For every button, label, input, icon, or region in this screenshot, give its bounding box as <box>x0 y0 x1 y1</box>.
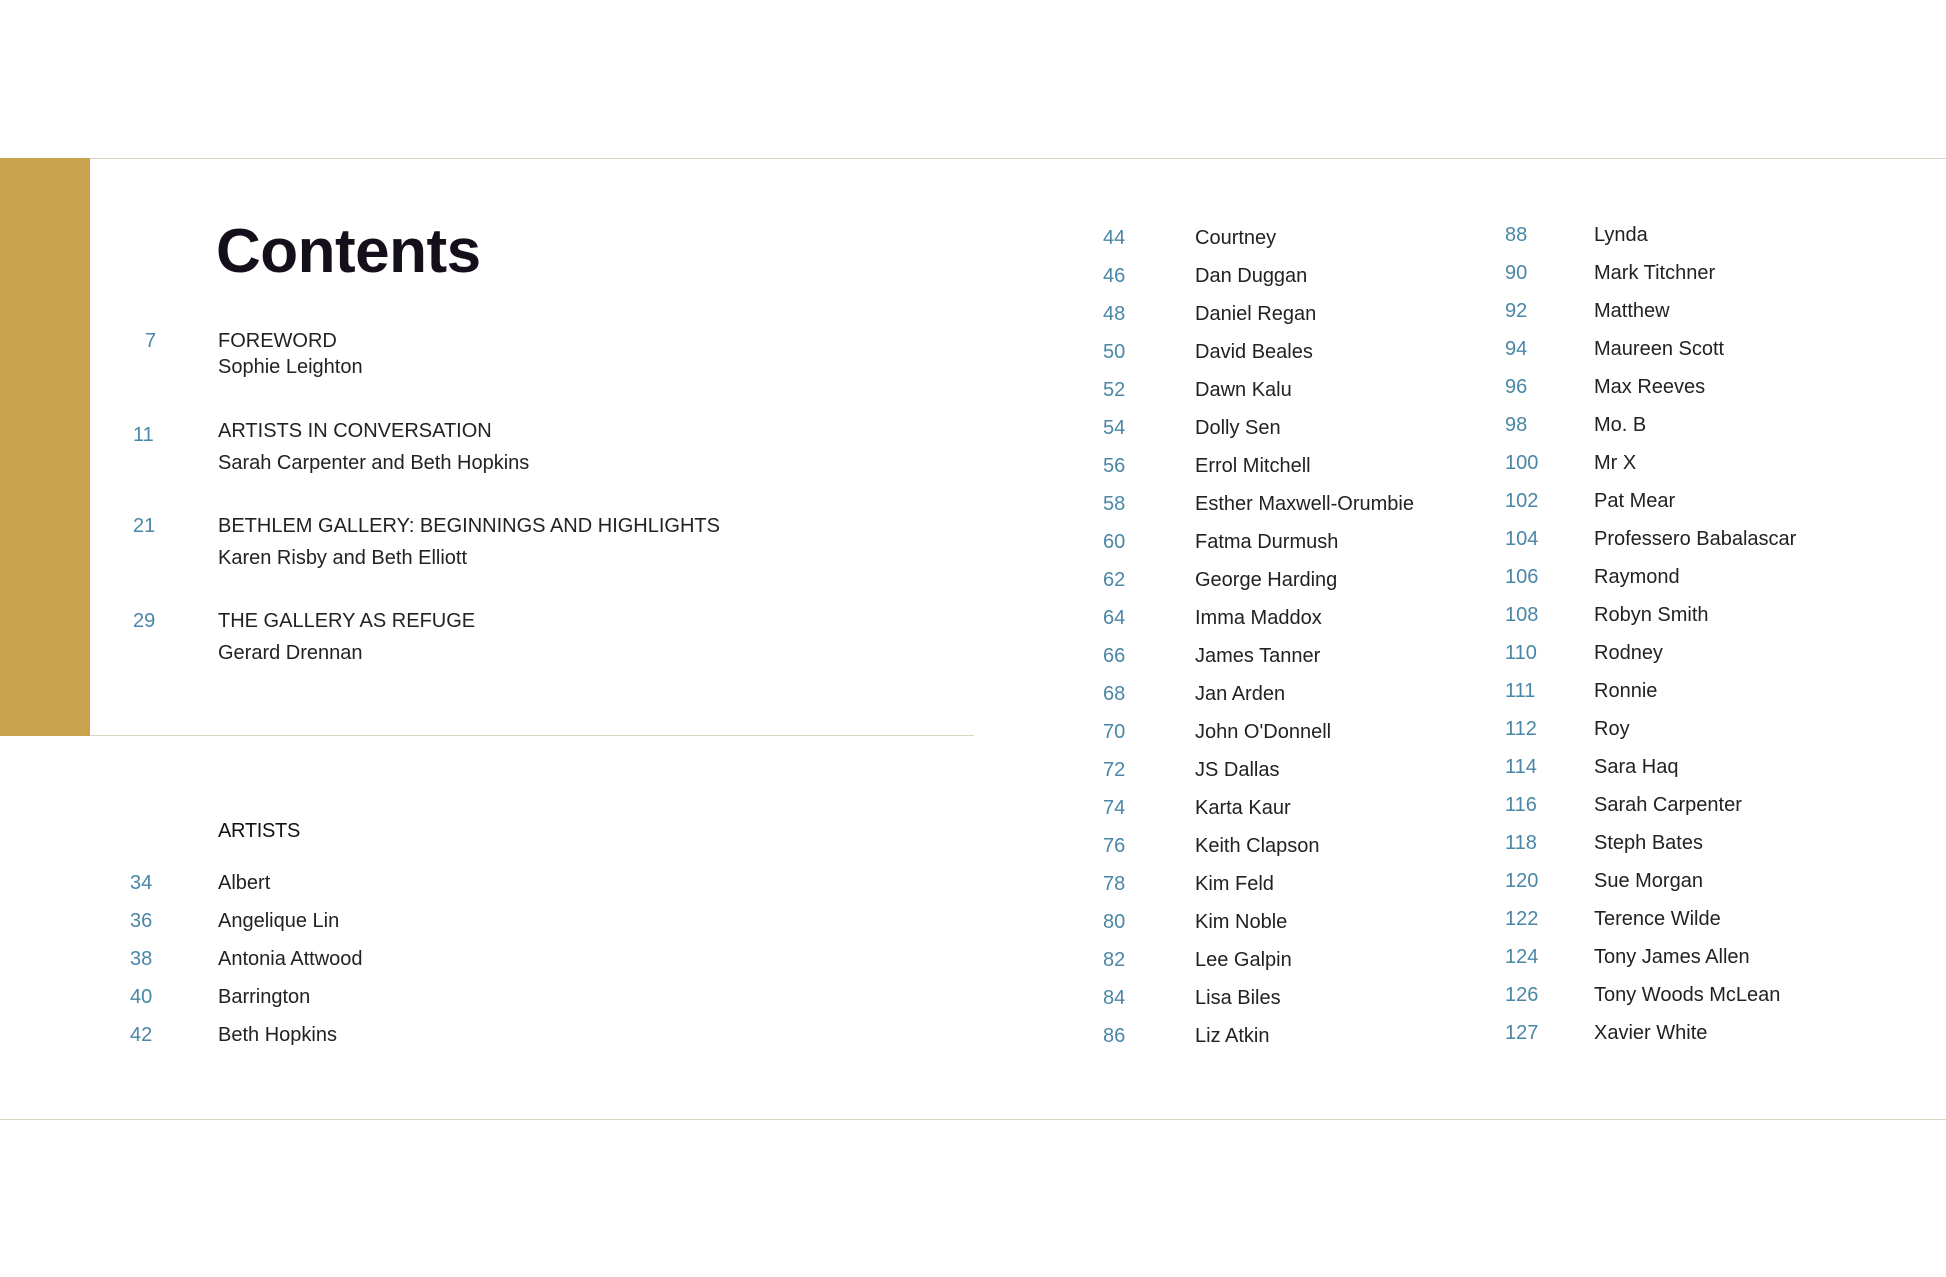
artist-name: Terence Wilde <box>1594 908 1721 930</box>
artist-name: Raymond <box>1594 566 1680 588</box>
page-number: 80 <box>1103 911 1126 933</box>
page-number: 29 <box>133 610 156 632</box>
artist-name: Karta Kaur <box>1195 797 1291 819</box>
page-number: 56 <box>1103 455 1126 477</box>
page-number: 126 <box>1505 984 1539 1006</box>
page-number: 118 <box>1505 832 1537 854</box>
page-number: 98 <box>1505 414 1528 436</box>
page-number: 64 <box>1103 607 1126 629</box>
artist-name: Barrington <box>218 986 311 1008</box>
artist-name: Roy <box>1594 718 1630 740</box>
artist-name: Tony James Allen <box>1594 946 1750 968</box>
artist-name: JS Dallas <box>1195 759 1280 781</box>
page-number: 104 <box>1505 528 1539 550</box>
artist-name: Sarah Carpenter <box>1594 794 1742 816</box>
toc-section-foreword[interactable] <box>0 330 800 400</box>
artist-name: Lynda <box>1594 224 1648 246</box>
artist-name: Kim Feld <box>1195 873 1274 895</box>
artist-name: Kim Noble <box>1195 911 1288 933</box>
page-title: Contents <box>216 217 481 286</box>
section-author: Sarah Carpenter and Beth Hopkins <box>218 452 530 474</box>
section-title: ARTISTS IN CONVERSATION <box>218 420 492 442</box>
page-number: 68 <box>1103 683 1126 705</box>
section-author: Karen Risby and Beth Elliott <box>218 547 468 569</box>
artist-name: Dawn Kalu <box>1195 379 1292 401</box>
page-number: 58 <box>1103 493 1126 515</box>
artist-name: Albert <box>218 872 271 894</box>
page-number: 100 <box>1505 452 1539 474</box>
section-author: Gerard Drennan <box>218 642 363 664</box>
artist-name: Fatma Durmush <box>1195 531 1339 553</box>
page-number: 90 <box>1505 262 1528 284</box>
page-number: 36 <box>130 910 153 932</box>
page-number: 46 <box>1103 265 1126 287</box>
artist-name: Dan Duggan <box>1195 265 1308 287</box>
toc-section-artists-in-conversation[interactable] <box>0 420 800 490</box>
artist-name: Beth Hopkins <box>218 1024 337 1046</box>
artist-name: Steph Bates <box>1594 832 1703 854</box>
page-number: 78 <box>1103 873 1126 895</box>
page-number: 92 <box>1505 300 1528 322</box>
page-number: 38 <box>130 948 153 970</box>
page-number: 62 <box>1103 569 1126 591</box>
artist-name: Mr X <box>1594 452 1637 474</box>
page-number: 110 <box>1505 642 1537 664</box>
page-number: 111 <box>1505 680 1536 702</box>
artist-name: Sara Haq <box>1594 756 1679 778</box>
toc-section-gallery-as-refuge[interactable] <box>0 610 800 680</box>
artist-name: Angelique Lin <box>218 910 340 932</box>
page-number: 94 <box>1505 338 1528 360</box>
artist-name: Professero Babalascar <box>1594 528 1797 550</box>
page-number: 34 <box>130 872 153 894</box>
page-number: 48 <box>1103 303 1126 325</box>
page-number: 122 <box>1505 908 1539 930</box>
page-number: 108 <box>1505 604 1539 626</box>
page-number: 54 <box>1103 417 1126 439</box>
bottom-rule <box>0 1119 1946 1120</box>
page-number: 11 <box>133 424 154 446</box>
page-number: 114 <box>1505 756 1537 778</box>
page-number: 116 <box>1505 794 1537 816</box>
page-number: 127 <box>1505 1022 1539 1044</box>
page-number: 120 <box>1505 870 1539 892</box>
artist-name: Keith Clapson <box>1195 835 1320 857</box>
artist-name: Pat Mear <box>1594 490 1676 512</box>
artist-name: Errol Mitchell <box>1195 455 1311 477</box>
page-number: 50 <box>1103 341 1126 363</box>
page-number: 7 <box>145 330 157 352</box>
page-number: 106 <box>1505 566 1539 588</box>
section-title: BETHLEM GALLERY: BEGINNINGS AND HIGHLIGHTS <box>218 515 720 537</box>
page-number: 60 <box>1103 531 1126 553</box>
artist-name: Lee Galpin <box>1195 949 1292 971</box>
page-number: 66 <box>1103 645 1126 667</box>
artist-name: Mo. B <box>1594 414 1647 436</box>
page-number: 96 <box>1505 376 1528 398</box>
page-number: 42 <box>130 1024 153 1046</box>
artist-name: Liz Atkin <box>1195 1025 1270 1047</box>
page-number: 44 <box>1103 227 1126 249</box>
artist-name: Jan Arden <box>1195 683 1286 705</box>
artist-name: James Tanner <box>1195 645 1321 667</box>
artist-name: Sue Morgan <box>1594 870 1703 892</box>
artist-name: Rodney <box>1594 642 1663 664</box>
page-number: 70 <box>1103 721 1126 743</box>
page-number: 74 <box>1103 797 1126 819</box>
artist-name: Robyn Smith <box>1594 604 1709 626</box>
page-number: 124 <box>1505 946 1539 968</box>
artists-heading: ARTISTS <box>218 820 300 842</box>
page-number: 88 <box>1505 224 1528 246</box>
page-number: 76 <box>1103 835 1126 857</box>
toc-section-bethlem-gallery[interactable] <box>0 515 800 585</box>
section-title: THE GALLERY AS REFUGE <box>218 610 476 632</box>
page-number: 52 <box>1103 379 1126 401</box>
artist-name: Dolly Sen <box>1195 417 1281 439</box>
section-title: FOREWORD <box>218 330 337 352</box>
artist-name: Antonia Attwood <box>218 948 363 970</box>
artist-name: Lisa Biles <box>1195 987 1281 1009</box>
artist-name: Esther Maxwell-Orumbie <box>1195 493 1414 515</box>
artist-name: Courtney <box>1195 227 1277 249</box>
page-number: 102 <box>1505 490 1539 512</box>
artist-name: George Harding <box>1195 569 1338 591</box>
artist-name: Mark Titchner <box>1594 262 1716 284</box>
page-number: 82 <box>1103 949 1126 971</box>
artist-name: Xavier White <box>1594 1022 1708 1044</box>
page-number: 86 <box>1103 1025 1126 1047</box>
page-number: 21 <box>133 515 156 537</box>
artist-name: Max Reeves <box>1594 376 1706 398</box>
artist-name: Maureen Scott <box>1594 338 1725 360</box>
artist-name: Imma Maddox <box>1195 607 1322 629</box>
page-number: 112 <box>1505 718 1537 740</box>
artist-name: John O'Donnell <box>1195 721 1332 743</box>
page-number: 72 <box>1103 759 1126 781</box>
section-author: Sophie Leighton <box>218 356 363 378</box>
page-number: 84 <box>1103 987 1126 1009</box>
top-rule <box>0 158 1946 159</box>
artist-name: Matthew <box>1594 300 1670 322</box>
artist-name: David Beales <box>1195 341 1313 363</box>
artist-name: Tony Woods McLean <box>1594 984 1781 1006</box>
page-number: 40 <box>130 986 153 1008</box>
section-divider <box>90 735 974 736</box>
artist-name: Ronnie <box>1594 680 1658 702</box>
artist-name: Daniel Regan <box>1195 303 1317 325</box>
